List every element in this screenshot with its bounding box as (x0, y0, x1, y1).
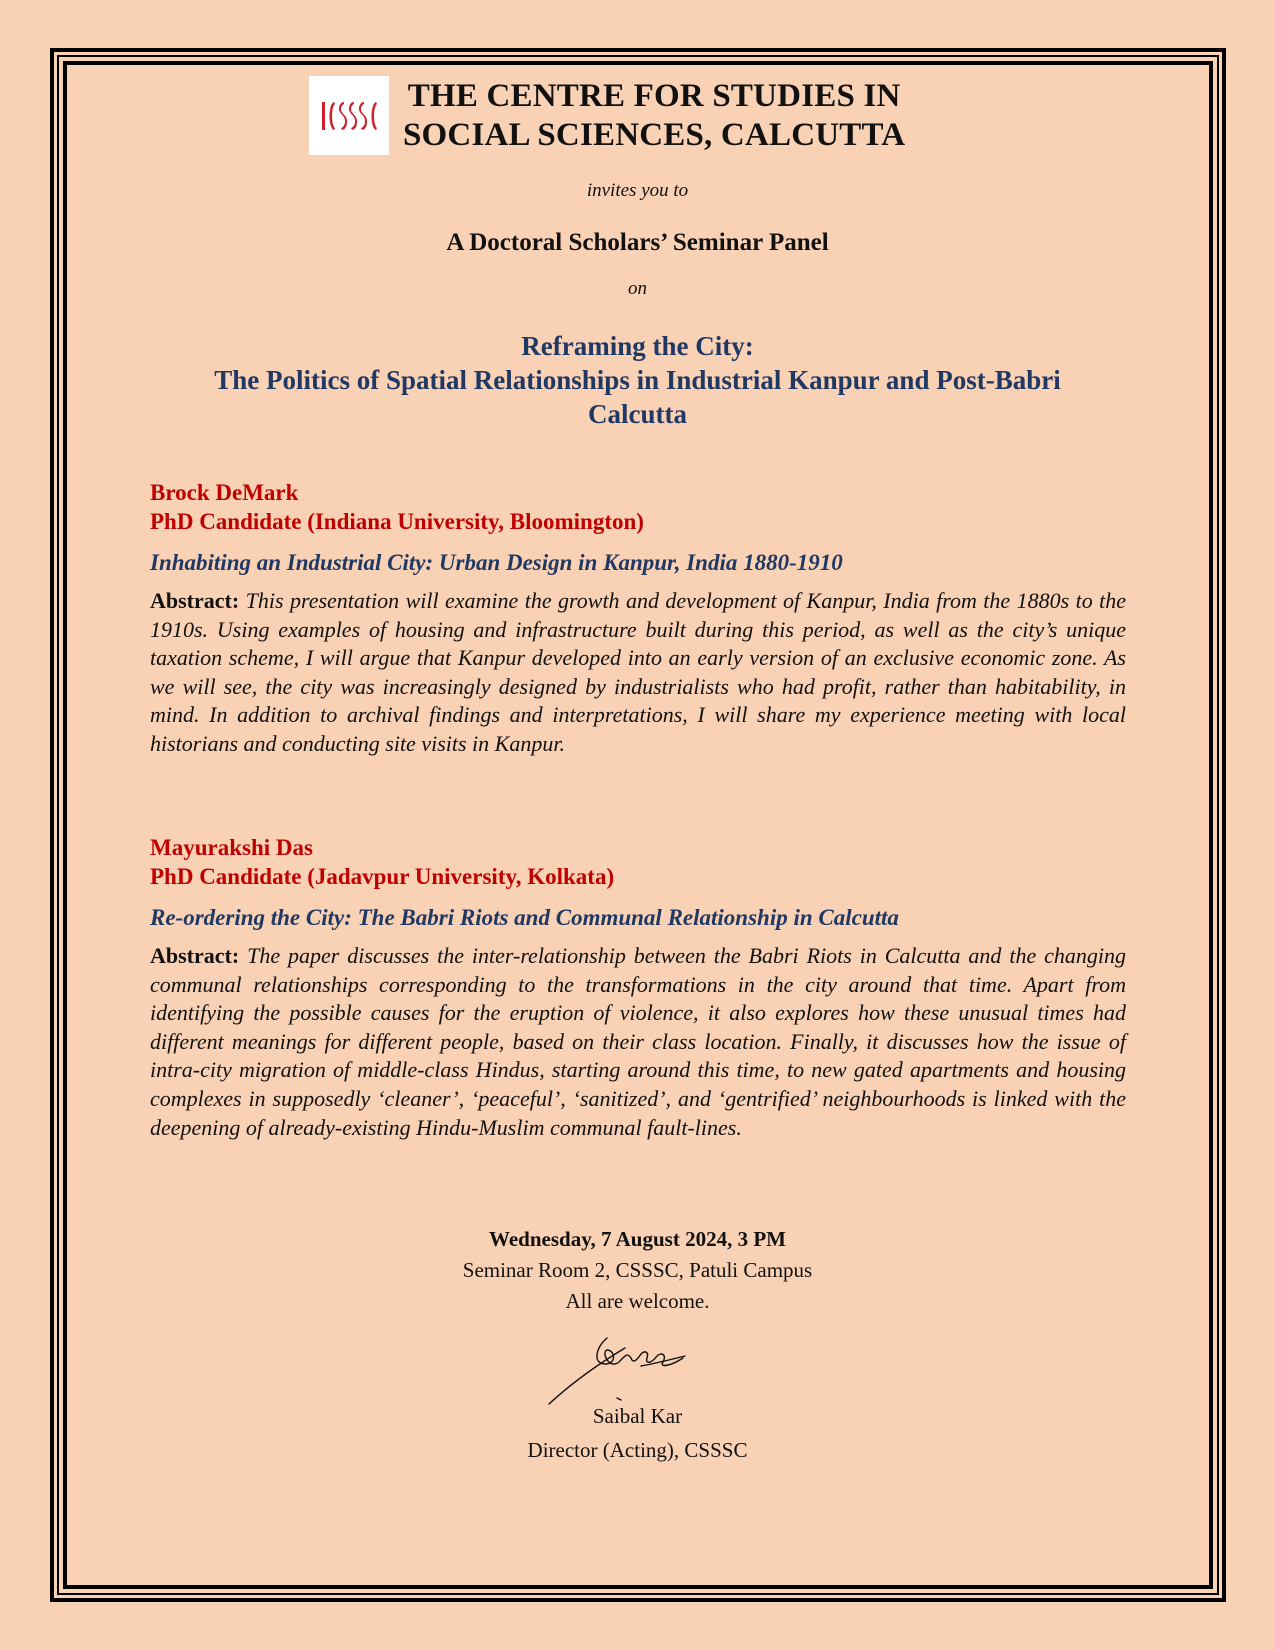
abstract-text: This presentation will examine the growth and development of Kanpur, India from the 1880s to the 1910s. Using examples of housing and infrastructure built during this period, as well as the city’s unique taxation scheme, I will argue that Kanpur developed into an early version of an exclusive economic zone. As we will see, the city was increasingly designed by industrialists who had profit, rather than habitability, in mind. In addition to archival findings and interpretations, I will share my experience meeting with local historians and conducting site visits in Kanpur. (150, 588, 1126, 756)
invites-text: invites you to (586, 180, 689, 201)
event-datetime: Wednesday, 7 August 2024, 3 PM (489, 1227, 786, 1251)
seminar-title-line1: Reframing the City: (521, 331, 754, 361)
on-text: on (628, 278, 647, 299)
header (309, 76, 905, 155)
abstract-label: Abstract: (150, 588, 240, 613)
speaker-section (150, 478, 1126, 759)
seminar-title-line2: The Politics of Spatial Relationships in Industrial Kanpur and Post-Babri (214, 365, 1061, 395)
abstract (150, 942, 1126, 1142)
event-welcome: All are welcome. (565, 1289, 710, 1313)
speaker-affiliation: PhD Candidate (Indiana University, Bloomington) (150, 509, 644, 534)
speaker-name: Mayurakshi Das (150, 835, 313, 860)
speaker-name: Brock DeMark (150, 480, 299, 505)
org-title-line2: SOCIAL SCIENCES, CALCUTTA (403, 116, 906, 153)
seminar-title (0, 329, 1275, 431)
speaker-section (150, 833, 1126, 1142)
abstract (150, 587, 1126, 759)
speaker-affiliation: PhD Candidate (Jadavpur University, Kolkata) (150, 864, 615, 889)
seminar-title-line3: Calcutta (588, 399, 687, 429)
event-venue: Seminar Room 2, CSSSC, Patuli Campus (462, 1258, 813, 1282)
signature-icon (545, 1330, 695, 1415)
csssc-logo-icon (309, 76, 389, 155)
paper-title: Inhabiting an Industrial City: Urban Design in Kanpur, India 1880-1910 (150, 550, 843, 575)
org-title (403, 77, 905, 155)
panel-title: A Doctoral Scholars’ Seminar Panel (446, 229, 829, 256)
signer-role: Director (Acting), CSSSC (527, 1438, 748, 1462)
abstract-text: The paper discusses the inter-relationship between the Babri Riots in Calcutta and the changing communal relationships corresponding to the transformations in the city around that time. Apart from identifying the possible causes for the eruption of violence, it also explores how these unusual times had different meanings for different people, based on their class location. Finally, it discusses how the issue of intra-city migration of middle-class Hindus, starting around this time, to new gated apartments and housing complexes in supposedly ‘cleaner’, ‘peaceful’, ‘sanitized’, and ‘gentrified’ neighbourhoods is linked with the deepening of already-existing Hindu-Muslim communal fault-lines. (150, 943, 1127, 1140)
signer-name: Saibal Kar (592, 1404, 683, 1428)
paper-title: Re-ordering the City: The Babri Riots and Communal Relationship in Calcutta (150, 905, 899, 930)
org-title-line1: THE CENTRE FOR STUDIES IN (407, 77, 901, 114)
abstract-label: Abstract: (150, 943, 240, 968)
